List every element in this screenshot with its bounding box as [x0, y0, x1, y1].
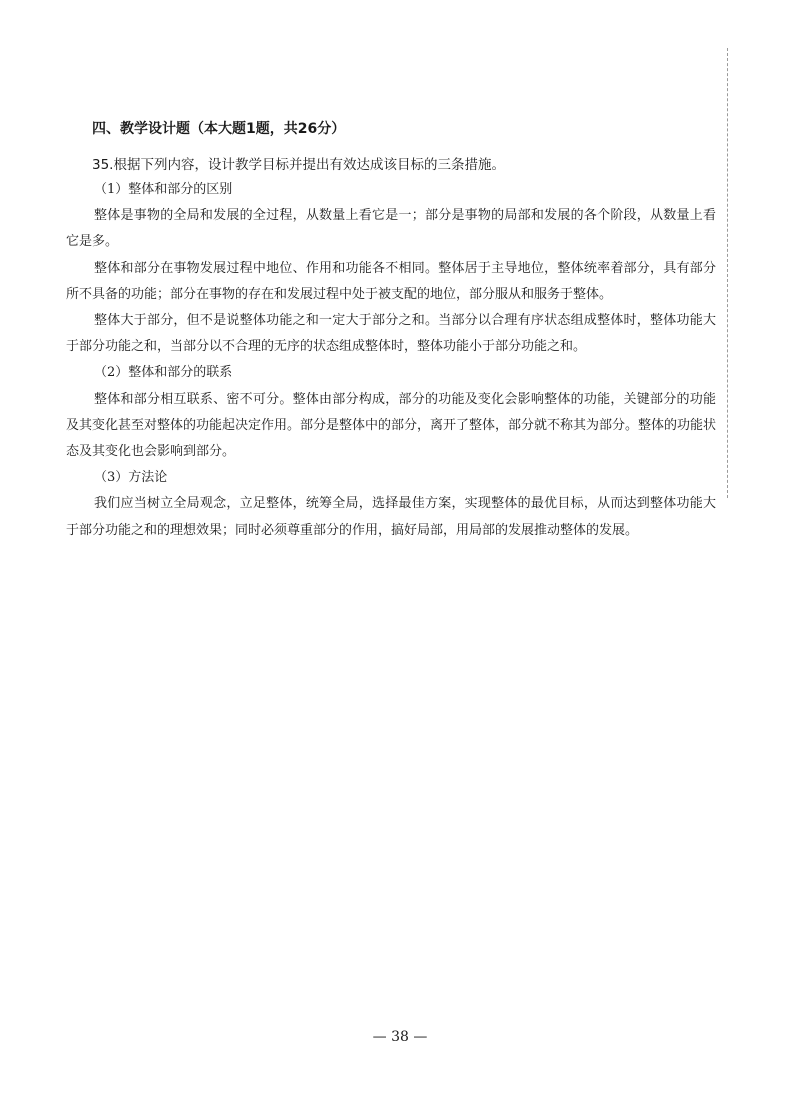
margin-rule: [727, 48, 728, 498]
paragraph-1-2: 整体和部分在事物发展过程中地位、作用和功能各不相同。整体居于主导地位，整体统率着部分，具有部分所不具备的功能；部分在事物的存在和发展过程中处于被支配的地位，部分服从和服务于整体。: [66, 260, 716, 302]
paragraph-1-3: 整体大于部分，但不是说整体功能之和一定大于部分之和。当部分以合理有序状态组成整体时，整体功能大于部分功能之和，当部分以不合理的无序的状态组成整体时，整体功能小于部分功能之和。: [66, 313, 716, 355]
subsection-title-3: （3）方法论: [94, 470, 168, 486]
answer-content: [66, 177, 716, 544]
paragraph-2-1: 整体和部分相互联系、密不可分。整体由部分构成，部分的功能及变化会影响整体的功能，关键部分的功能及其变化甚至对整体的功能起决定作用。部分是整体中的部分，离开了整体，部分就不称其为部分。整体的功能状态及其变化也会影响到部分。: [66, 391, 717, 460]
paragraph-1-1: 整体是事物的全局和发展的全过程，从数量上看它是一；部分是事物的局部和发展的各个阶段，从数量上看它是多。: [66, 208, 716, 250]
subsection-title-2: （2）整体和部分的联系: [94, 365, 233, 381]
question-text: 35.根据下列内容，设计教学目标并提出有效达成该目标的三条措施。: [92, 157, 505, 173]
subsection-title-1: （1）整体和部分的区别: [94, 182, 233, 197]
section-heading: 四、教学设计题（本大题1题，共26分）: [92, 121, 346, 137]
page-number: — 38 —: [372, 1029, 428, 1045]
paragraph-3-1: 我们应当树立全局观念，立足整体，统筹全局，选择最佳方案，实现整体的最优目标，从而达到整体功能大于部分功能之和的理想效果；同时必须尊重部分的作用，搞好局部，用局部的发展推动整体的发展。: [66, 496, 716, 538]
